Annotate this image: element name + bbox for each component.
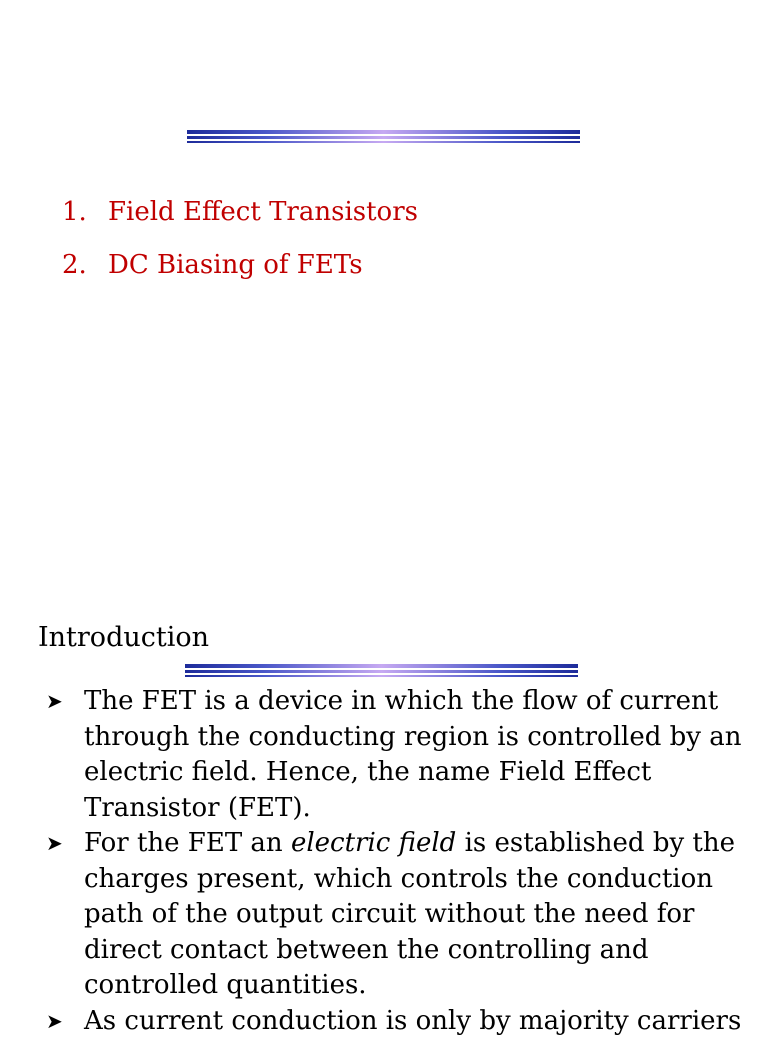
bullet-item xyxy=(46,684,746,826)
contents-item-label: DC Biasing of FETs xyxy=(108,245,363,298)
contents-list xyxy=(62,192,418,298)
title-divider xyxy=(185,664,578,678)
bullet-text: is established by the charges present, which controls the conduction path of the output circuit without the need for direct contact between the controlling and controlled quantities. xyxy=(84,828,735,1000)
bullet-text: For the FET an xyxy=(84,828,291,858)
bullet-emphasis: electric field xyxy=(291,828,456,858)
contents-item-label: Field Effect Transistors xyxy=(108,192,418,245)
bullet-text: As current conduction is only by majority carriers xyxy=(84,1006,741,1036)
arrowhead-bullet-icon: ➤ xyxy=(46,826,63,862)
contents-item xyxy=(62,245,418,298)
arrowhead-bullet-icon: ➤ xyxy=(46,1004,63,1039)
slide-title: Introduction xyxy=(38,618,209,658)
bullet-list xyxy=(46,684,746,1039)
contents-item-number: 1. xyxy=(62,192,108,245)
arrowhead-bullet-icon: ➤ xyxy=(46,684,63,720)
contents-item xyxy=(62,192,418,245)
bullet-item xyxy=(46,826,746,1004)
bullet-item xyxy=(46,1004,746,1039)
bullet-text: The FET is a device in which the flow of current through the conducting region is controlled by an electric field. Hence, the name Field Effect Transistor (FET). xyxy=(84,686,741,823)
title-divider xyxy=(187,130,580,144)
slide-introduction xyxy=(0,560,768,1024)
contents-item-number: 2. xyxy=(62,245,108,298)
